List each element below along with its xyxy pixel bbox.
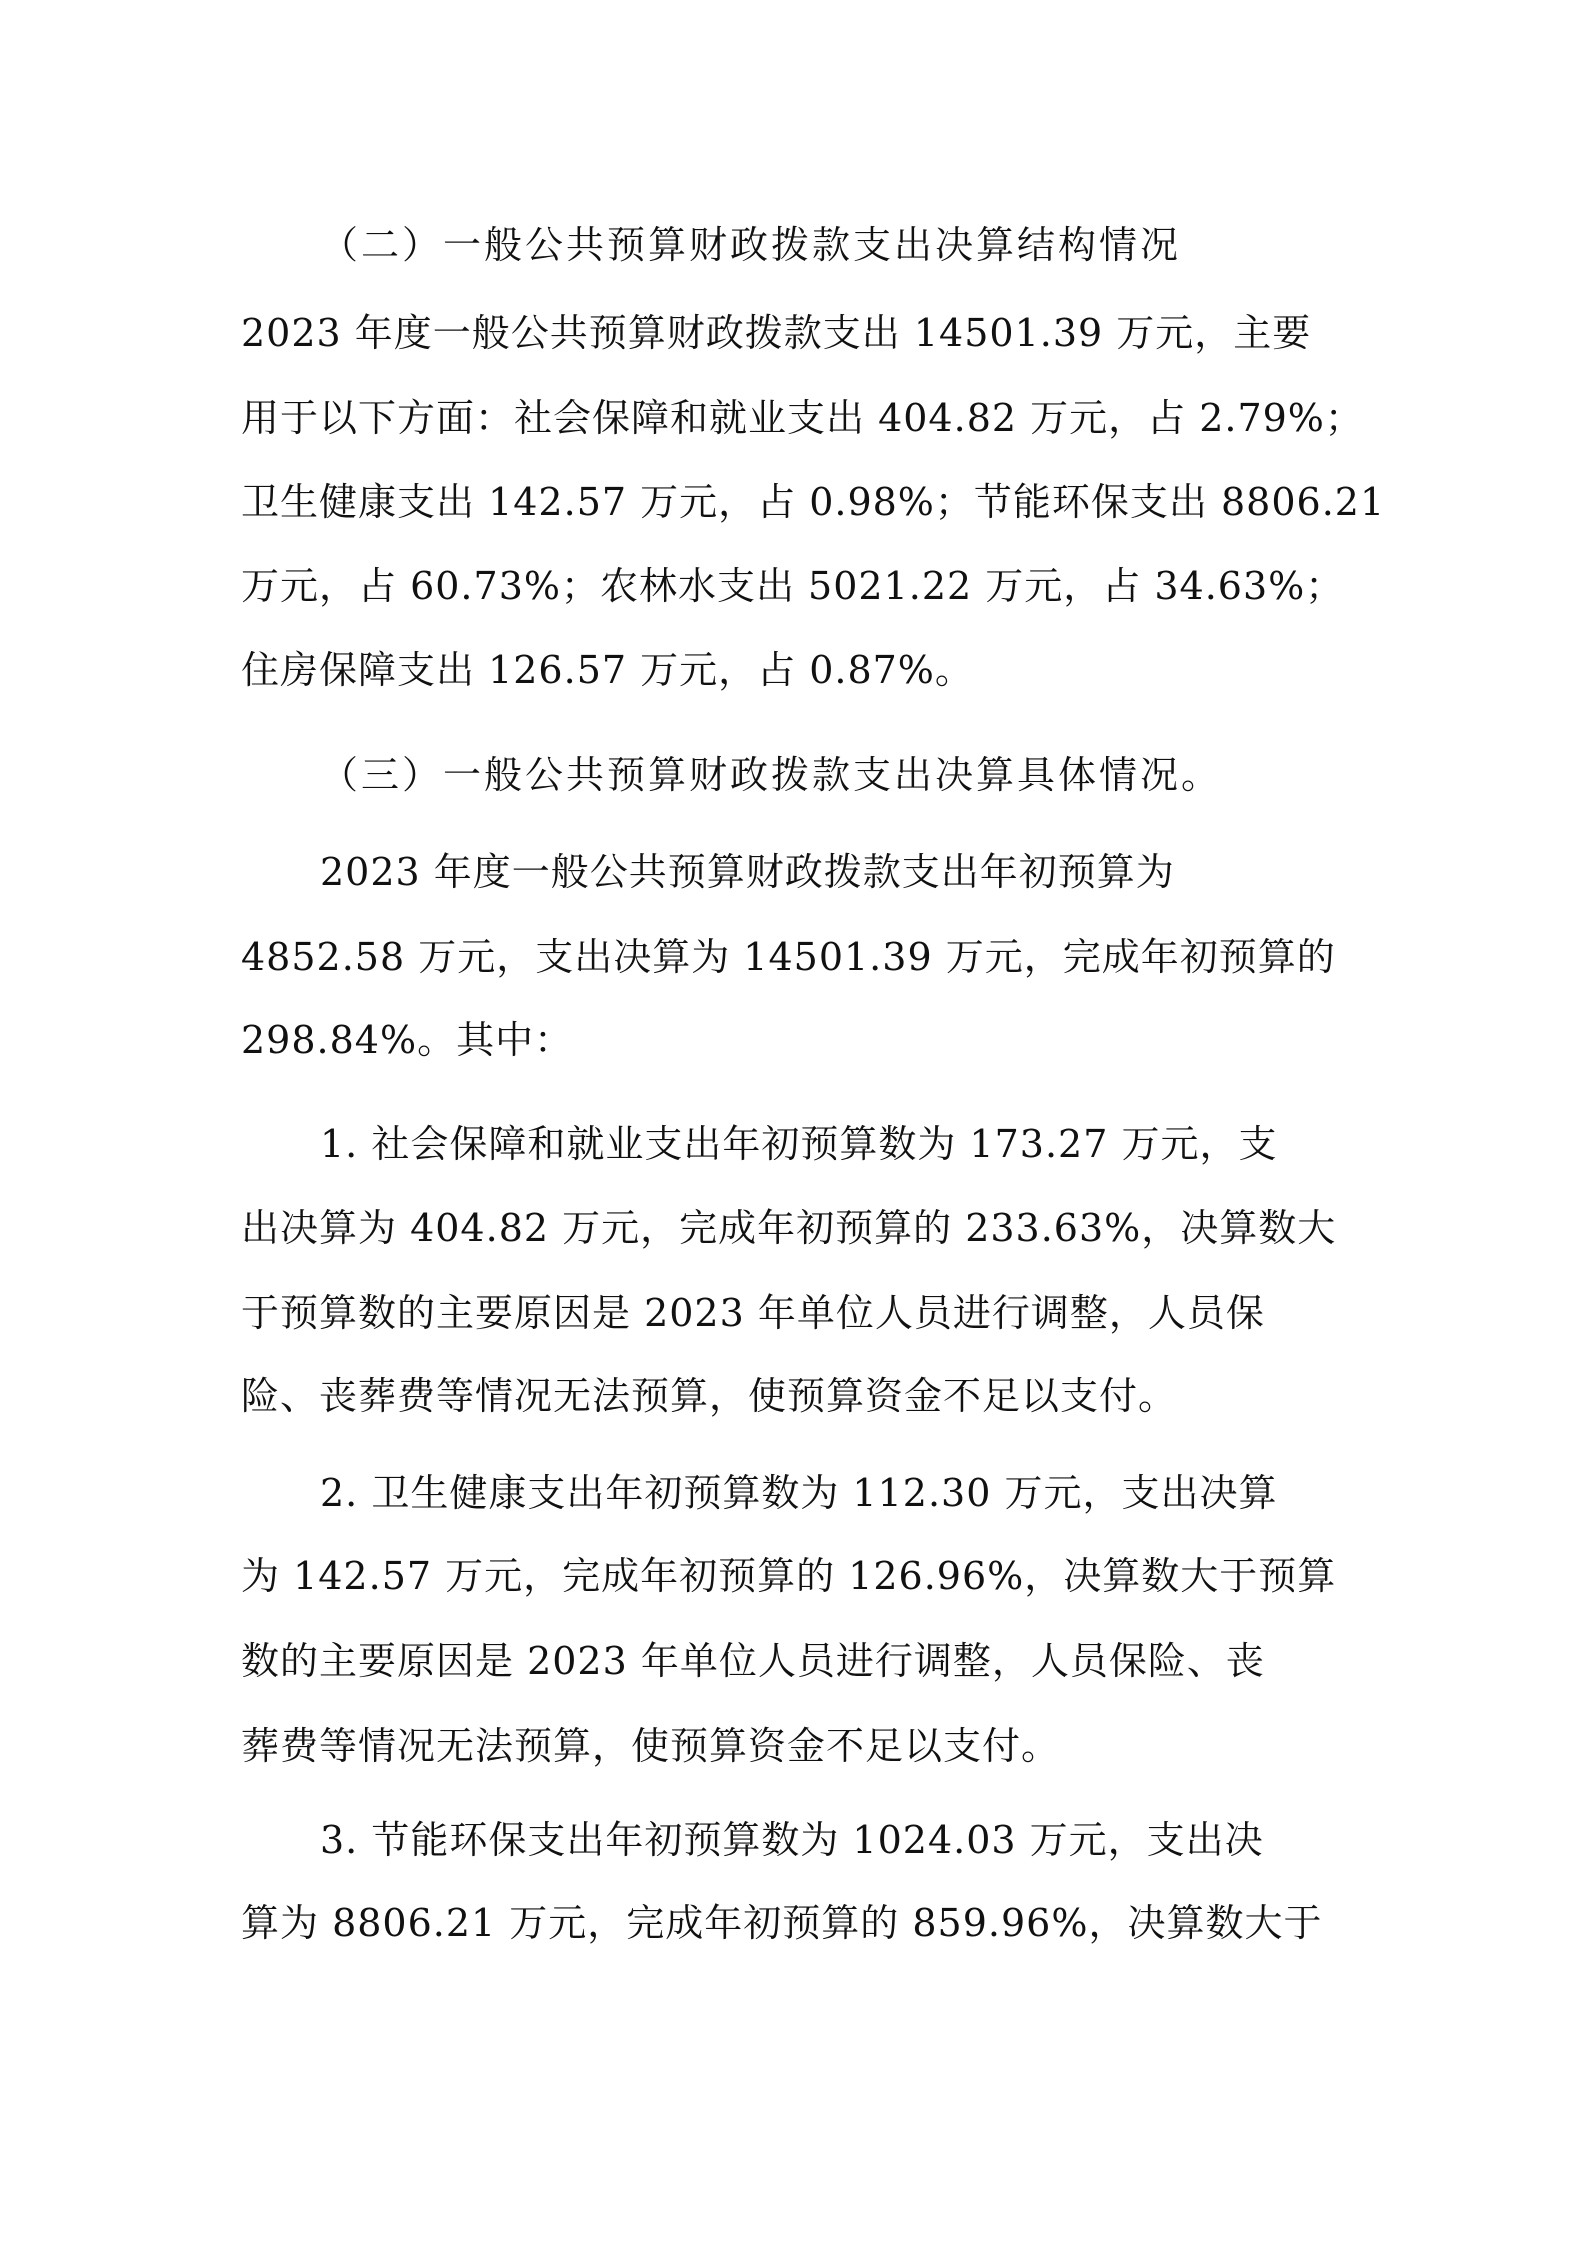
paragraph-line: 298.84%。其中： [241, 1018, 574, 1062]
list-item-line: 出决算为 404.82 万元，完成年初预算的 233.63%，决算数大 [241, 1206, 1337, 1250]
paragraph-line: 卫生健康支出 142.57 万元，占 0.98%；节能环保支出 8806.21 [241, 480, 1386, 524]
list-item-line: 于预算数的主要原因是 2023 年单位人员进行调整，人员保 [241, 1291, 1265, 1335]
paragraph-line: 2023 年度一般公共预算财政拨款支出年初预算为 [320, 850, 1175, 894]
paragraph-line: 住房保障支出 126.57 万元，占 0.87%。 [241, 648, 974, 692]
paragraph-line: 万元，占 60.73%；农林水支出 5021.22 万元，占 34.63%； [241, 564, 1345, 608]
list-item-line: 为 142.57 万元，完成年初预算的 126.96%，决算数大于预算 [241, 1554, 1337, 1598]
section-heading-detail: （三）一般公共预算财政拨款支出决算具体情况。 [320, 753, 1223, 797]
list-item-line: 2. 卫生健康支出年初预算数为 112.30 万元，支出决算 [320, 1471, 1278, 1515]
list-item-line: 葬费等情况无法预算，使预算资金不足以支付。 [241, 1724, 1061, 1768]
list-item-line: 1. 社会保障和就业支出年初预算数为 173.27 万元，支 [320, 1122, 1278, 1166]
paragraph-line: 2023 年度一般公共预算财政拨款支出 14501.39 万元，主要 [241, 311, 1312, 355]
list-item-line: 算为 8806.21 万元，完成年初预算的 859.96%，决算数大于 [241, 1901, 1323, 1945]
section-heading-structure: （二）一般公共预算财政拨款支出决算结构情况 [320, 223, 1182, 267]
list-item-line: 3. 节能环保支出年初预算数为 1024.03 万元，支出决 [320, 1818, 1264, 1862]
paragraph-line: 用于以下方面：社会保障和就业支出 404.82 万元，占 2.79%； [241, 396, 1364, 440]
paragraph-line: 4852.58 万元，支出决算为 14501.39 万元，完成年初预算的 [241, 935, 1336, 979]
list-item-line: 数的主要原因是 2023 年单位人员进行调整，人员保险、丧 [241, 1639, 1265, 1683]
list-item-line: 险、丧葬费等情况无法预算，使预算资金不足以支付。 [241, 1374, 1178, 1418]
